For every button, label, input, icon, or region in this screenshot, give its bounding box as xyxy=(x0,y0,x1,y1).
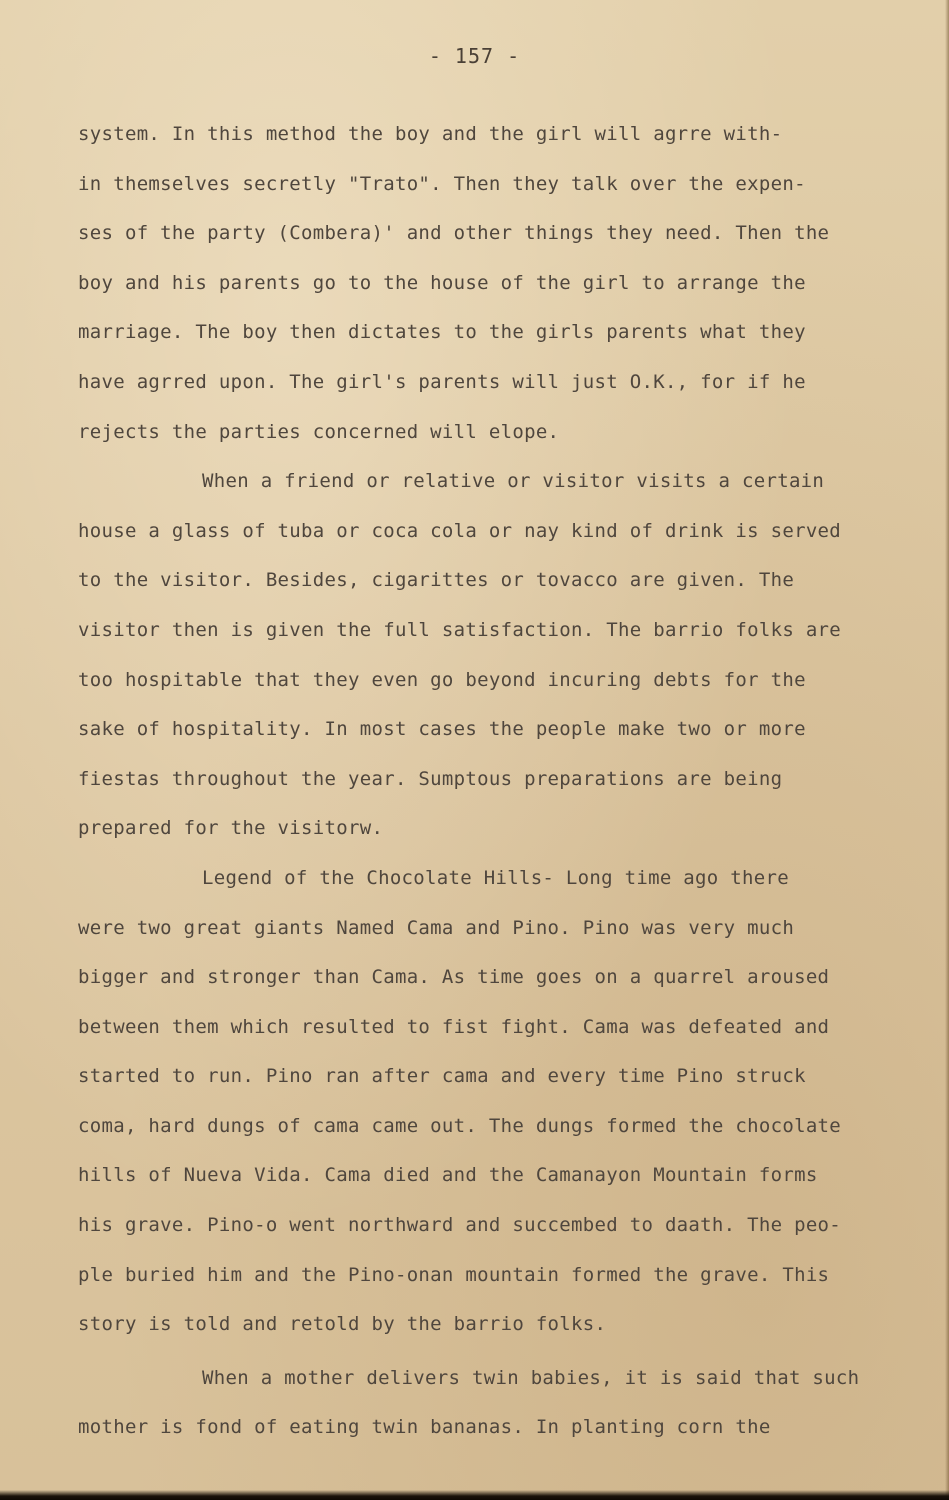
text-line: rejects the parties concerned will elope. xyxy=(78,420,560,443)
text-line: sake of hospitality. In most cases the people make two or more xyxy=(78,718,806,741)
text-line: When a friend or relative or visitor visits a certain xyxy=(202,470,825,493)
text-line: ple buried him and the Pino-onan mountain formed the grave. This xyxy=(78,1263,830,1286)
text-line: have agrred upon. The girl's parents will just O.K., for if he xyxy=(78,370,806,393)
text-line: When a mother delivers twin babies, it is said that such xyxy=(202,1366,860,1389)
text-line: bigger and stronger than Cama. As time goes on a quarrel aroused xyxy=(78,966,830,989)
text-line: in themselves secretly "Trato". Then they talk over the expen- xyxy=(78,172,806,195)
text-line: coma, hard dungs of cama came out. The dungs formed the chocolate xyxy=(78,1114,842,1137)
text-line: started to run. Pino ran after cama and every time Pino struck xyxy=(78,1065,806,1088)
page-number: - 157 - xyxy=(428,44,521,68)
text-line: system. In this method the boy and the girl will agrre with- xyxy=(78,123,783,145)
page-edge-shadow xyxy=(945,0,949,1500)
text-line: ses of the party (Combera)' and other things they need. Then the xyxy=(78,222,830,245)
text-line: between them which resulted to fist fight. Cama was defeated and xyxy=(78,1015,830,1038)
text-line: marriage. The boy then dictates to the girls parents what they xyxy=(78,321,806,344)
text-line: visitor then is given the full satisfaction. The barrio folks are xyxy=(78,618,842,641)
page-bottom-edge xyxy=(0,1490,949,1500)
text-line: his grave. Pino-o went northward and succembed to daath. The peo- xyxy=(78,1214,842,1237)
text-line: hills of Nueva Vida. Cama died and the Camanayon Mountain forms xyxy=(78,1164,818,1187)
text-line: boy and his parents go to the house of the girl to arrange the xyxy=(78,271,806,294)
text-line: to the visitor. Besides, cigarittes or tovacco are given. The xyxy=(78,569,795,592)
page-body xyxy=(78,118,908,1461)
text-line: fiestas throughout the year. Sumptous preparations are being xyxy=(78,767,783,790)
text-line: too hospitable that they even go beyond incuring debts for the xyxy=(78,668,806,691)
text-line: house a glass of tuba or coca cola or nay kind of drink is served xyxy=(78,519,842,542)
text-line: prepared for the visitorw. xyxy=(78,817,384,840)
text-line: mother is fond of eating twin bananas. In planting corn the xyxy=(78,1416,771,1439)
text-line: were two great giants Named Cama and Pino. Pino was very much xyxy=(78,916,795,939)
text-line: story is told and retold by the barrio folks. xyxy=(78,1313,607,1336)
text-line: Legend of the Chocolate Hills- Long time ago there xyxy=(202,866,789,889)
